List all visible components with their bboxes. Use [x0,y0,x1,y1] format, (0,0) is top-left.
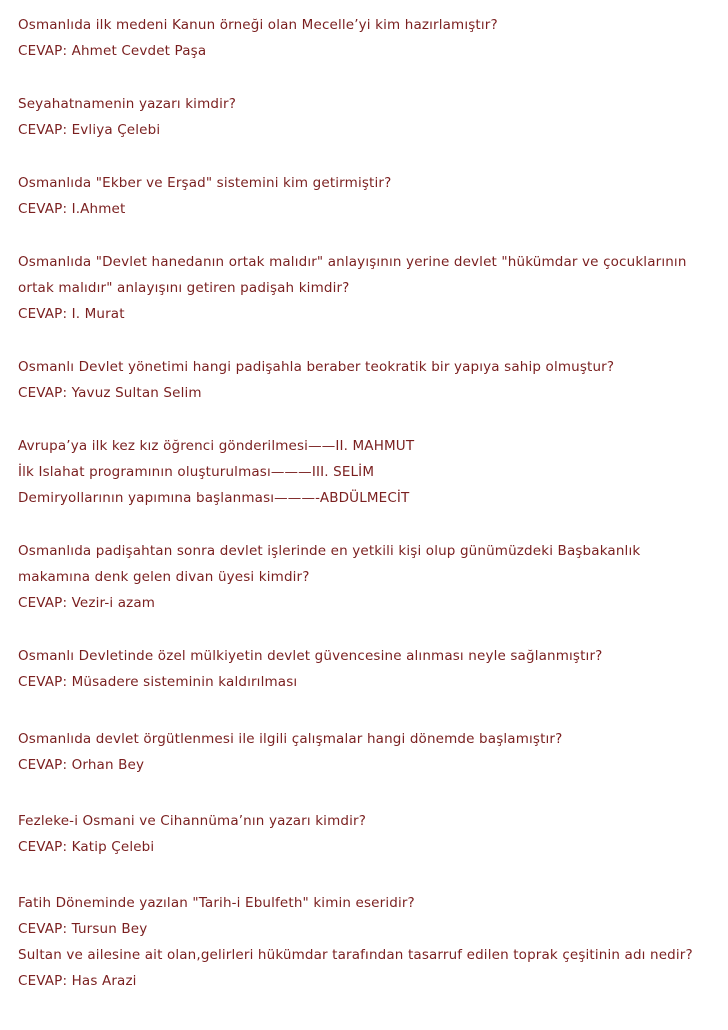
question-line: Fatih Döneminde yazılan "Tarih-i Ebulfeth" kimin eseridir? [18,895,415,911]
answer-line: CEVAP: I.Ahmet [18,201,126,217]
question-line: Sultan ve ailesine ait olan,gelirleri hükümdar tarafından tasarruf edilen toprak çeşitinin adı nedir? [18,947,693,963]
question-line: Osmanlıda devlet örgütlenmesi ile ilgili çalışmalar hangi dönemde başlamıştır? [18,731,563,747]
question-line: Osmanlıda "Devlet hanedanın ortak malıdır" anlayışının yerine devlet "hükümdar ve çocuklarının [18,254,687,270]
spacer [18,860,718,890]
spacer [18,64,718,91]
document-body [18,12,718,994]
question-line: Osmanlı Devlet yönetimi hangi padişahla beraber teokratik bir yapıya sahip olmuştur? [18,359,615,375]
question-line: Osmanlıda ilk medeni Kanun örneği olan Mecelle’yi kim hazırlamıştır? [18,17,498,33]
question-line: Fezleke-i Osmani ve Cihannüma’nın yazarı kimdir? [18,813,367,829]
spacer [18,327,718,354]
fact-line: İlk Islahat programının oluşturulması———III. SELİM [18,464,375,480]
question-line: Seyahatnamenin yazarı kimdir? [18,96,237,112]
answer-line: CEVAP: Evliya Çelebi [18,122,161,138]
spacer [18,406,718,433]
question-line: Osmanlıda "Ekber ve Erşad" sistemini kim getirmiştir? [18,175,392,191]
fact-line: Demiryollarının yapımına başlanması———-ABDÜLMECİT [18,490,410,506]
spacer [18,222,718,249]
answer-line: CEVAP: Tursun Bey [18,921,148,937]
answer-line: CEVAP: I. Murat [18,306,125,322]
question-line: ortak malıdır" anlayışını getiren padişah kimdir? [18,280,350,296]
question-line: Osmanlı Devletinde özel mülkiyetin devlet güvencesine alınması neyle sağlanmıştır? [18,648,603,664]
spacer [18,778,718,808]
spacer [18,143,718,170]
answer-line: CEVAP: Ahmet Cevdet Paşa [18,43,207,59]
spacer [18,695,718,726]
answer-line: CEVAP: Katip Çelebi [18,839,155,855]
answer-line: CEVAP: Müsadere sisteminin kaldırılması [18,674,298,690]
fact-line: Avrupa’ya ilk kez kız öğrenci gönderilmesi——II. MAHMUT [18,438,415,454]
spacer [18,616,718,643]
question-line: makamına denk gelen divan üyesi kimdir? [18,569,310,585]
answer-line: CEVAP: Yavuz Sultan Selim [18,385,202,401]
answer-line: CEVAP: Vezir-i azam [18,595,156,611]
question-line: Osmanlıda padişahtan sonra devlet işlerinde en yetkili kişi olup günümüzdeki Başbakanlık [18,543,641,559]
answer-line: CEVAP: Orhan Bey [18,757,145,773]
answer-line: CEVAP: Has Arazi [18,973,137,989]
spacer [18,511,718,538]
